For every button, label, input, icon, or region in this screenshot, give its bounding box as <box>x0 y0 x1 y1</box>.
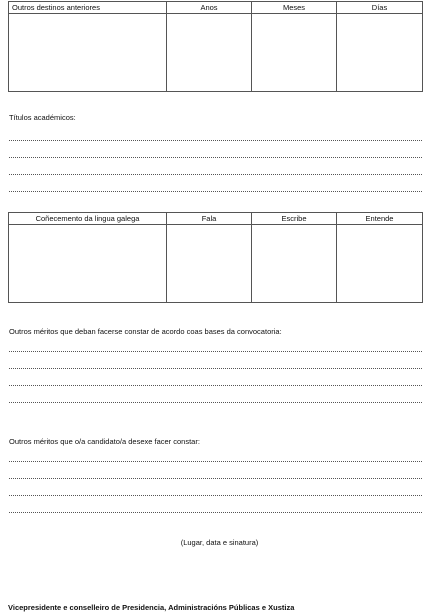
previous-postings-cell[interactable] <box>9 14 167 92</box>
galician-language-entry-row <box>9 225 423 303</box>
days-header: Días <box>337 2 423 14</box>
understands-cell[interactable] <box>337 225 423 303</box>
merits-candidate-line-3[interactable] <box>9 495 422 496</box>
writes-cell[interactable] <box>252 225 337 303</box>
understands-header: Entende <box>337 213 423 225</box>
writes-header: Escribe <box>252 213 337 225</box>
galician-language-table <box>8 212 423 303</box>
galician-knowledge-header: Coñecemento da lingua galega <box>9 213 167 225</box>
speaks-cell[interactable] <box>167 225 252 303</box>
speaks-header: Fala <box>167 213 252 225</box>
academic-titles-line-4[interactable] <box>9 191 422 192</box>
merits-bases-label: Outros méritos que deban facerse constar de acordo coas bases da convocatoria: <box>9 327 282 336</box>
months-header: Meses <box>252 2 337 14</box>
months-cell[interactable] <box>252 14 337 92</box>
days-cell[interactable] <box>337 14 423 92</box>
previous-postings-header-row <box>9 2 423 14</box>
signature-placeholder: (Lugar, data e sinatura) <box>180 538 259 547</box>
academic-titles-label: Títulos académicos: <box>9 113 76 122</box>
galician-language-header-row <box>9 213 423 225</box>
previous-postings-table <box>8 1 423 92</box>
years-cell[interactable] <box>167 14 252 92</box>
merits-bases-line-3[interactable] <box>9 385 422 386</box>
previous-postings-header: Outros destinos anteriores <box>9 2 167 14</box>
merits-bases-line-1[interactable] <box>9 351 422 352</box>
previous-postings-entry-row <box>9 14 423 92</box>
merits-candidate-line-1[interactable] <box>9 461 422 462</box>
academic-titles-line-1[interactable] <box>9 140 422 141</box>
merits-bases-line-2[interactable] <box>9 368 422 369</box>
academic-titles-line-2[interactable] <box>9 157 422 158</box>
years-header: Anos <box>167 2 252 14</box>
merits-bases-line-4[interactable] <box>9 402 422 403</box>
merits-candidate-label: Outros méritos que o/a candidato/a desexe facer constar: <box>9 437 200 446</box>
merits-candidate-line-4[interactable] <box>9 512 422 513</box>
galician-knowledge-cell[interactable] <box>9 225 167 303</box>
academic-titles-line-3[interactable] <box>9 174 422 175</box>
footer-addressee: Vicepresidente e conselleiro de Presidencia, Administracións Públicas e Xustiza <box>8 603 295 612</box>
merits-candidate-line-2[interactable] <box>9 478 422 479</box>
